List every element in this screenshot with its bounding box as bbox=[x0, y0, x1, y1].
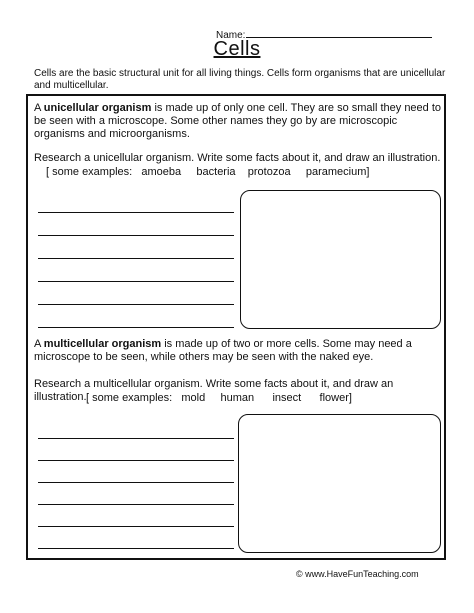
writing-line[interactable] bbox=[38, 304, 234, 305]
unicellular-task: Research a unicellular organism. Write some facts about it, and draw an illustration. bbox=[34, 152, 441, 164]
multicellular-examples: [ some examples: mold human insect flower] bbox=[86, 392, 352, 404]
writing-line[interactable] bbox=[38, 212, 234, 213]
unicellular-term: unicellular organism bbox=[43, 102, 152, 114]
unicellular-examples: [ some examples: amoeba bacteria protozoa paramecium] bbox=[46, 166, 370, 178]
copyright-footer: © www.HaveFunTeaching.com bbox=[296, 569, 419, 579]
page-title: Cells bbox=[213, 38, 261, 60]
writing-line[interactable] bbox=[38, 235, 234, 236]
definition-prefix: A bbox=[34, 102, 44, 114]
intro-text: Cells are the basic structural unit for all living things. Cells form organisms that are unicellular and multicellular. bbox=[34, 68, 446, 91]
writing-line[interactable] bbox=[38, 482, 234, 483]
multicellular-illustration-box[interactable] bbox=[238, 414, 441, 553]
definition-prefix: A bbox=[34, 338, 44, 350]
writing-line[interactable] bbox=[38, 258, 234, 259]
writing-line[interactable] bbox=[38, 548, 234, 549]
definition-body: is made up of only one cell. They are so small they need to be seen with a microscope. Some other names they go by are microscopic organisms and microorganisms. bbox=[34, 102, 442, 140]
multicellular-definition bbox=[34, 338, 444, 364]
definition-body: is made up of two or more cells. Some may need a microscope to be seen, while others may be seen with the naked eye. bbox=[34, 338, 412, 363]
multicellular-term: multicellular organism bbox=[43, 338, 162, 350]
writing-line[interactable] bbox=[38, 526, 234, 527]
multicellular-task: Research a multicellular organism. Write some facts about it, and draw an illustration. bbox=[34, 378, 394, 403]
unicellular-illustration-box[interactable] bbox=[240, 190, 441, 329]
writing-line[interactable] bbox=[38, 327, 234, 328]
writing-line[interactable] bbox=[38, 504, 234, 505]
writing-line[interactable] bbox=[38, 460, 234, 461]
unicellular-definition bbox=[34, 102, 444, 141]
writing-line[interactable] bbox=[38, 438, 234, 439]
name-label: Name: bbox=[216, 30, 246, 41]
writing-line[interactable] bbox=[38, 281, 234, 282]
